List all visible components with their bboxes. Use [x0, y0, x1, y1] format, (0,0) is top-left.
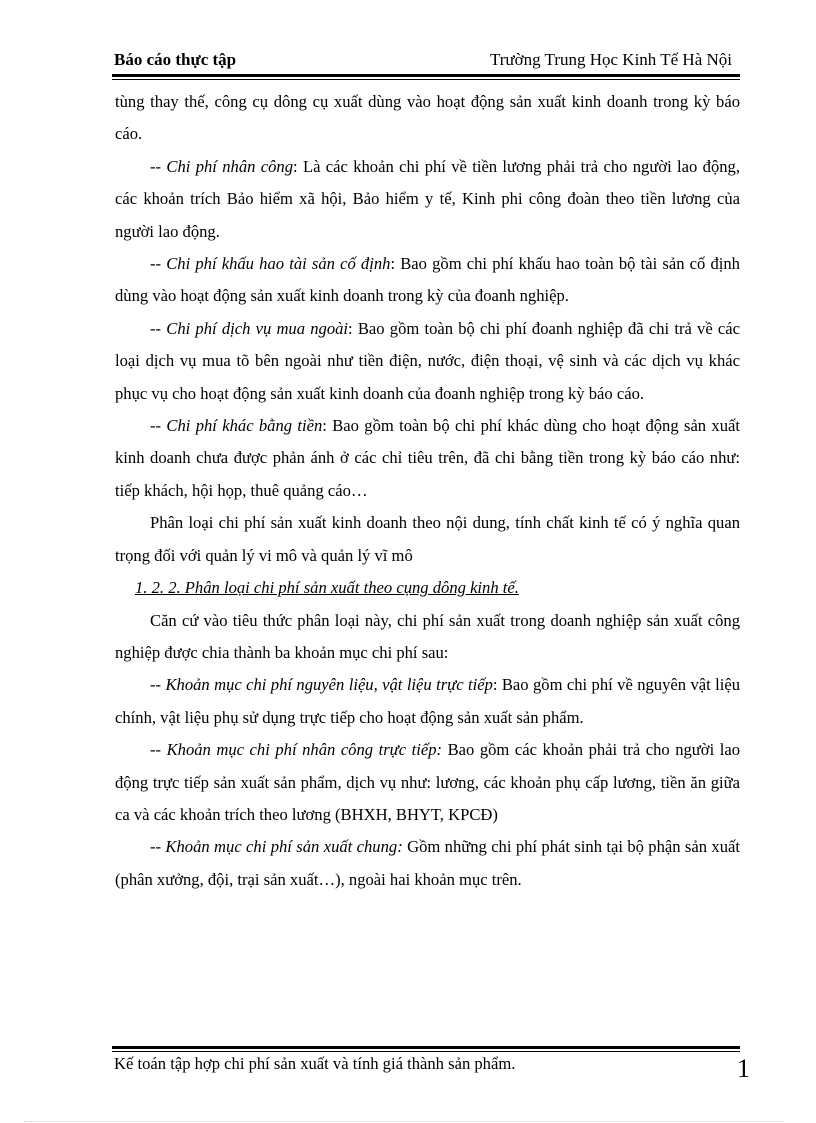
bullet-dash: --: [150, 740, 167, 760]
bullet-dash: --: [150, 675, 166, 695]
paragraph-direct-labor: [115, 734, 740, 831]
term-other-cash-costs: Chi phí khác bằng tiền: [166, 416, 323, 436]
bullet-dash: --: [150, 156, 167, 176]
bullet-dash: --: [150, 318, 167, 338]
text-labor-cost: : Là các khoản chi phí về tiền lương phải trả cho người lao động, các khoản trích Bảo hiểm xã hội, Bảo hiểm y tế, Kinh phi công đoàn theo tiền lương của người lao động.: [115, 156, 740, 241]
text-outsourced-services: : Bao gồm toàn bộ chi phí đoanh nghiệp đã chi trả về các loại dịch vụ mua tõ bên ngoài như tiền điện, nước, điện thoại, vệ sinh và các dịch vụ khác phục vụ cho hoạt động sản xuất kinh doanh của đoanh nghiệp trong kỳ báo cáo.: [115, 318, 740, 403]
bullet-dash: --: [150, 254, 167, 274]
page-number: 1: [737, 1054, 750, 1083]
underlined-comma: ,: [183, 480, 188, 500]
paragraph-outsourced-services: [115, 313, 740, 410]
term-direct-labor: Khoản mục chi phí nhân công trực tiếp:: [166, 740, 443, 760]
section-subheading: 1. 2. 2. Phân loại chi phí sản xuất theo cụng dông kinh tế.: [135, 578, 519, 598]
page-bottom-dotted-line: [24, 1121, 784, 1122]
paragraph-direct-materials: [115, 669, 740, 734]
term-labor-cost: Chi phí nhân công: [166, 156, 294, 176]
paragraph-labor-cost: [115, 151, 740, 248]
paragraph-general-production: [115, 831, 740, 896]
paragraph-classification-summary: Phân loại chi phí sản xuất kinh doanh theo nội dung, tính chất kinh tế có ý nghĩa quan trọng đối với quản lý vi mô và quản lý vĩ mô: [115, 513, 740, 565]
page-header: [114, 50, 740, 72]
bullet-dash: --: [150, 416, 167, 436]
term-outsourced-services: Chi phí dịch vụ mua ngoài: [166, 318, 349, 338]
text-direct-labor: Bao gồm các khoản phải trả cho người lao động trực tiếp sản xuất sản phẩm, dịch vụ như: lương, các khoản phụ cấp lương, tiền ăn giữa ca và các khoản trích theo lương (BHXH, BHYT, KPCĐ): [115, 740, 740, 824]
paragraph-continuation: tùng thay thế, công cụ dông cụ xuất dùng vào hoạt động sản xuất kinh doanh trong kỳ báo cáo.: [115, 92, 740, 144]
paragraph-classification-basis: Căn cứ vào tiêu thức phân loại này, chi phí sản xuất trong doanh nghiệp sản xuất công nghiệp được chia thành ba khoản mục chi phí sau:: [115, 610, 740, 662]
term-direct-materials: Khoản mục chi phí nguyên liệu, vật liệu trực tiếp: [165, 675, 493, 695]
body-text: [115, 86, 740, 896]
text-direct-materials: : Bao gồm chi phí về nguyên vật liệu chính, vật liệu phụ sử dụng trực tiếp cho hoạt động sản xuất sản phẩm.: [115, 675, 741, 727]
page-footer: Kế toán tập hợp chi phí sản xuất và tính giá thành sản phẩm.: [114, 1054, 516, 1073]
footer-rule-thick: [112, 1046, 740, 1049]
header-report-title: Báo cáo thực tập: [114, 50, 237, 69]
header-school-name: Trường Trung Học Kinh Tế Hà Nội: [489, 50, 732, 69]
header-rule-thin: [112, 79, 740, 80]
term-depreciation: Chi phí khấu hao tài sản cố định: [166, 254, 391, 274]
paragraph-other-cash-costs: [115, 410, 740, 507]
paragraph-depreciation: [115, 248, 740, 313]
text-other-cash-costs-b: hội họp, thuê quảng cáo…: [187, 480, 368, 500]
text-general-production: Gồm những chi phí phát sinh tại bộ phận sản xuất (phân xưởng, đội, trại sản xuất…), ngoài hai khoản mục trên.: [115, 837, 740, 889]
bullet-dash: --: [150, 837, 166, 857]
header-rule-thick: [112, 74, 740, 77]
footer-rule-thin: [112, 1051, 740, 1052]
text-depreciation: : Bao gồm chi phí khấu hao toàn bộ tài sản cố định dùng vào hoạt động sản xuất kinh doanh trong kỳ của đoanh nghiệp.: [115, 254, 740, 306]
term-general-production: Khoản mục chi phí sản xuất chung:: [165, 837, 403, 857]
text-other-cash-costs-a: : Bao gồm toàn bộ chi phí khác dùng cho hoạt động sản xuất kinh doanh chưa được phản ánh ở các chỉ tiêu trên, đã chi bằng tiền trong kỳ báo cáo như: tiếp khách: [115, 416, 741, 500]
